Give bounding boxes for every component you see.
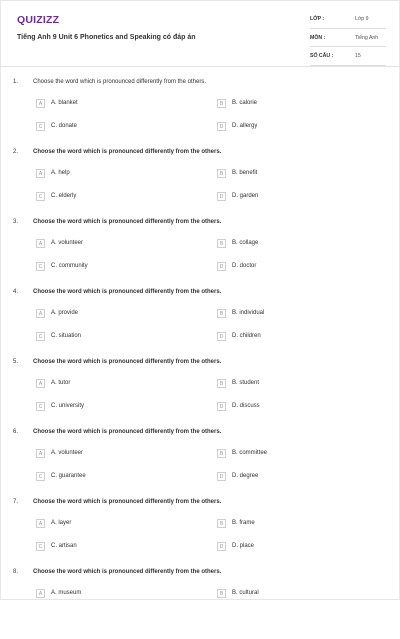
option-text: D. place [232, 543, 255, 549]
option-a[interactable] [36, 99, 186, 110]
option-text: B. individual [232, 310, 265, 316]
option-text: A. layer [51, 520, 72, 526]
option-d[interactable] [217, 402, 367, 413]
option-b[interactable] [217, 449, 367, 460]
option-text: D. discuss [232, 403, 260, 409]
question-3 [0, 219, 400, 289]
option-letter-box: D [217, 472, 226, 481]
option-letter-box: A [36, 169, 45, 178]
option-letter-box: D [217, 542, 226, 551]
worksheet-meta [310, 14, 386, 70]
option-text: D. allergy [232, 123, 258, 129]
option-letter-box: A [36, 519, 45, 528]
option-text: C. elderly [51, 193, 77, 199]
option-letter-box: C [36, 542, 45, 551]
option-letter-box: C [36, 262, 45, 271]
option-a[interactable] [36, 169, 186, 180]
question-number: 8. [13, 569, 19, 575]
option-letter-box: D [217, 332, 226, 341]
option-text: A. provide [51, 310, 79, 316]
option-c[interactable] [36, 262, 186, 273]
option-b[interactable] [217, 519, 367, 530]
option-b[interactable] [217, 239, 367, 250]
question-text: Choose the word which is pronounced differently from the others. [33, 499, 222, 505]
option-text: B. benefit [232, 170, 258, 176]
option-letter-box: D [217, 402, 226, 411]
option-letter-box: A [36, 589, 45, 598]
meta-label: LỚP : [310, 16, 325, 22]
question-number: 2. [13, 149, 19, 155]
option-text: B. student [232, 380, 260, 386]
question-text: Choose the word which is pronounced differently from the others. [33, 79, 206, 85]
question-text: Choose the word which is pronounced differently from the others. [33, 289, 222, 295]
option-b[interactable] [217, 379, 367, 390]
question-number: 6. [13, 429, 19, 435]
question-text: Choose the word which is pronounced differently from the others. [33, 219, 222, 225]
option-letter-box: C [36, 122, 45, 131]
option-letter-box: B [217, 519, 226, 528]
option-b[interactable] [217, 589, 367, 600]
option-a[interactable] [36, 379, 186, 390]
option-letter-box: B [217, 589, 226, 598]
option-b[interactable] [217, 99, 367, 110]
option-letter-box: A [36, 379, 45, 388]
option-text: C. guarantee [51, 473, 86, 479]
option-letter-box: A [36, 239, 45, 248]
option-letter-box: B [217, 449, 226, 458]
option-letter-box: D [217, 122, 226, 131]
header-divider [0, 66, 400, 67]
option-text: A. volunteer [51, 450, 84, 456]
option-a[interactable] [36, 519, 186, 530]
option-text: D. garden [232, 193, 259, 199]
option-b[interactable] [217, 169, 367, 180]
question-text: Choose the word which is pronounced differently from the others. [33, 149, 222, 155]
option-letter-box: A [36, 99, 45, 108]
option-d[interactable] [217, 542, 367, 553]
option-text: A. volunteer [51, 240, 84, 246]
option-text: A. museum [51, 590, 82, 596]
option-d[interactable] [217, 192, 367, 203]
option-d[interactable] [217, 472, 367, 483]
question-text: Choose the word which is pronounced differently from the others. [33, 569, 222, 575]
option-text: B. collage [232, 240, 259, 246]
option-text: D. doctor [232, 263, 257, 269]
option-c[interactable] [36, 192, 186, 203]
option-a[interactable] [36, 449, 186, 460]
question-6 [0, 429, 400, 499]
option-text: C. donate [51, 123, 78, 129]
option-letter-box: C [36, 192, 45, 201]
worksheet-title: Tiếng Anh 9 Unit 6 Phonetics and Speaking có đáp án [17, 34, 196, 41]
option-text: A. blanket [51, 100, 78, 106]
option-d[interactable] [217, 122, 367, 133]
option-text: B. committee [232, 450, 268, 456]
meta-value: 15 [355, 53, 361, 59]
option-c[interactable] [36, 122, 186, 133]
option-text: B. frame [232, 520, 255, 526]
option-letter-box: D [217, 192, 226, 201]
option-d[interactable] [217, 332, 367, 343]
option-text: C. community [51, 263, 88, 269]
option-letter-box: A [36, 309, 45, 318]
meta-row-grade [310, 14, 386, 29]
question-5 [0, 359, 400, 429]
question-text: Choose the word which is pronounced differently from the others. [33, 359, 222, 365]
meta-row-subject [310, 33, 386, 48]
option-a[interactable] [36, 239, 186, 250]
option-b[interactable] [217, 309, 367, 320]
option-letter-box: D [217, 262, 226, 271]
option-letter-box: B [217, 379, 226, 388]
option-text: A. help [51, 170, 70, 176]
question-text: Choose the word which is pronounced differently from the others. [33, 429, 222, 435]
option-a[interactable] [36, 589, 186, 600]
meta-value: Tiếng Anh [355, 34, 379, 41]
option-letter-box: B [217, 99, 226, 108]
option-letter-box: C [36, 472, 45, 481]
option-text: B. calorie [232, 100, 258, 106]
option-text: C. situation [51, 333, 82, 339]
question-8 [0, 569, 400, 639]
question-number: 7. [13, 499, 19, 505]
option-c[interactable] [36, 402, 186, 413]
option-c[interactable] [36, 542, 186, 553]
question-list [0, 79, 400, 639]
question-number: 5. [13, 359, 19, 365]
option-a[interactable] [36, 309, 186, 320]
meta-value: Lớp 9 [355, 16, 369, 22]
option-c[interactable] [36, 472, 186, 483]
meta-label: MÔN : [310, 34, 326, 41]
quizizz-logo: QUIZIZZ [17, 14, 60, 26]
option-text: D. degree [232, 473, 259, 479]
option-letter-box: C [36, 332, 45, 341]
option-letter-box: C [36, 402, 45, 411]
option-letter-box: B [217, 239, 226, 248]
option-text: B. cultural [232, 590, 259, 596]
meta-row-count [310, 51, 386, 66]
meta-label: SỐ CÂU : [310, 53, 334, 59]
question-4 [0, 289, 400, 359]
option-text: C. artisan [51, 543, 77, 549]
option-letter-box: B [217, 169, 226, 178]
option-text: A. tutor [51, 380, 71, 386]
question-7 [0, 499, 400, 569]
question-number: 4. [13, 289, 19, 295]
option-letter-box: A [36, 449, 45, 458]
option-text: D. children [232, 333, 261, 339]
question-number: 3. [13, 219, 19, 225]
question-number: 1. [13, 79, 19, 85]
question-1 [0, 79, 400, 149]
option-letter-box: B [217, 309, 226, 318]
option-c[interactable] [36, 332, 186, 343]
option-d[interactable] [217, 262, 367, 273]
question-2 [0, 149, 400, 219]
option-text: C. university [51, 403, 85, 409]
